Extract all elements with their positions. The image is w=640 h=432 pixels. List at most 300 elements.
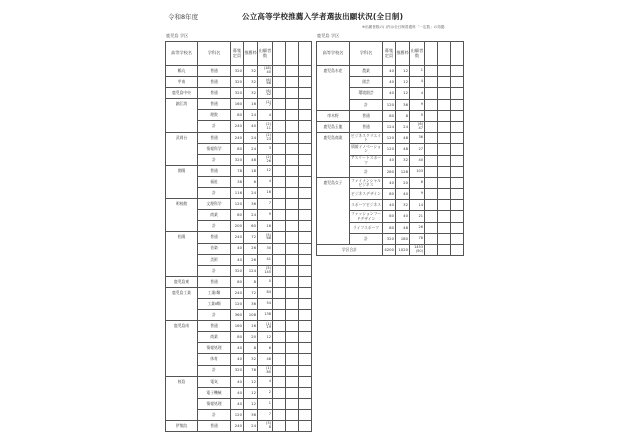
recommend-quota: 12 bbox=[396, 77, 410, 88]
applicants: (1) 19 bbox=[258, 321, 273, 332]
blank-cell bbox=[286, 343, 299, 354]
course-name: 計 bbox=[198, 188, 231, 199]
blank-cell bbox=[425, 155, 438, 166]
school-name: 鹿児島玉龍 bbox=[317, 121, 350, 132]
recommend-quota: 124 bbox=[244, 265, 258, 276]
blank-cell bbox=[286, 254, 299, 265]
table-row bbox=[166, 199, 312, 210]
blank-cell bbox=[286, 310, 299, 321]
blank-cell bbox=[299, 110, 312, 121]
col-capacity: 募集定員 bbox=[383, 42, 396, 66]
applicants: (6) 66 bbox=[258, 77, 273, 88]
course-name: 普通 bbox=[198, 99, 231, 110]
blank-cell bbox=[273, 99, 286, 110]
blank-cell bbox=[273, 66, 286, 77]
table-row bbox=[166, 376, 312, 387]
recommend-quota: 24 bbox=[244, 132, 258, 143]
blank-cell bbox=[286, 154, 299, 165]
capacity: 320 bbox=[231, 365, 244, 376]
blank-cell bbox=[273, 421, 286, 432]
capacity: 80 bbox=[383, 211, 396, 222]
recommend-quota: 18 bbox=[244, 165, 258, 176]
recommend-quota: 40 bbox=[396, 189, 410, 200]
blank-cell bbox=[286, 409, 299, 420]
blank-cell bbox=[286, 387, 299, 398]
blank-cell bbox=[438, 177, 451, 188]
blank-cell bbox=[286, 99, 299, 110]
blank-cell bbox=[273, 387, 286, 398]
course-name: 計 bbox=[350, 166, 383, 177]
capacity: 120 bbox=[231, 409, 244, 420]
blank-cell bbox=[299, 66, 312, 77]
blank-cell bbox=[451, 110, 464, 121]
course-name: 計 bbox=[198, 265, 231, 276]
applicants: 4 bbox=[410, 88, 425, 99]
blank-cell bbox=[273, 398, 286, 409]
blank-cell bbox=[299, 99, 312, 110]
table-row bbox=[166, 276, 312, 287]
blank-cell bbox=[286, 421, 299, 432]
applicants: (2) 23 bbox=[258, 132, 273, 143]
course-name: 普通 bbox=[198, 232, 231, 243]
blank-cell bbox=[273, 354, 286, 365]
course-name: 農業 bbox=[350, 66, 383, 77]
blank-cell bbox=[286, 176, 299, 187]
school-year: 令和8年度 bbox=[168, 13, 199, 21]
blank-cell bbox=[273, 310, 286, 321]
blank-cell bbox=[438, 77, 451, 88]
recommend-quota: 32 bbox=[244, 66, 258, 77]
recommend-quota: 32 bbox=[244, 354, 258, 365]
blank-cell bbox=[299, 176, 312, 187]
blank-cell bbox=[425, 177, 438, 188]
capacity: 124 bbox=[383, 121, 396, 132]
recommend-quota: 8 bbox=[244, 276, 258, 287]
applicants: 4 bbox=[258, 376, 273, 387]
blank-cell bbox=[299, 387, 312, 398]
recommend-quota: 72 bbox=[244, 232, 258, 243]
course-name: 福祉 bbox=[198, 176, 231, 187]
capacity: 40 bbox=[383, 88, 396, 99]
capacity: 40 bbox=[231, 254, 244, 265]
capacity: 120 bbox=[231, 199, 244, 210]
col-blank bbox=[299, 42, 312, 66]
recommend-quota: 16 bbox=[244, 321, 258, 332]
capacity: 40 bbox=[231, 376, 244, 387]
blank-cell bbox=[438, 155, 451, 166]
capacity: 80 bbox=[231, 110, 244, 121]
blank-cell bbox=[286, 210, 299, 221]
table-row bbox=[317, 110, 464, 121]
course-name: 普通 bbox=[198, 132, 231, 143]
applicants: (5) 145 bbox=[258, 265, 273, 276]
applicants: 1 bbox=[410, 66, 425, 77]
course-name: 普通 bbox=[198, 276, 231, 287]
blank-cell bbox=[425, 99, 438, 110]
applicants: (6) 47 bbox=[410, 121, 425, 132]
course-name: アスリートスポーツ bbox=[350, 155, 382, 165]
capacity: 80 bbox=[231, 143, 244, 154]
total-label: 学区合計 bbox=[317, 245, 383, 256]
recommend-quota: 76 bbox=[244, 365, 258, 376]
course-name: 環境園芸 bbox=[350, 88, 383, 99]
applicants: (2) 26 bbox=[258, 154, 273, 165]
school-name: 鹿児島商業 bbox=[317, 133, 350, 178]
blank-cell bbox=[273, 376, 286, 387]
recommend-quota: 72 bbox=[244, 287, 258, 298]
recommend-quota: 12 bbox=[396, 66, 410, 77]
blank-cell bbox=[286, 188, 299, 199]
applicants: 8 bbox=[410, 177, 425, 188]
capacity: 40 bbox=[383, 177, 396, 188]
blank-cell bbox=[451, 99, 464, 110]
recommend-quota: 20 bbox=[244, 332, 258, 343]
course-name: 普通 bbox=[198, 77, 231, 88]
col-capacity: 募集定員 bbox=[231, 42, 244, 66]
blank-cell bbox=[273, 132, 286, 143]
recommend-quota: 36 bbox=[396, 99, 410, 110]
school-name: 鹿児島水産 bbox=[317, 66, 350, 111]
recommend-quota: 36 bbox=[244, 409, 258, 420]
table-row bbox=[166, 232, 312, 243]
blank-cell bbox=[451, 88, 464, 99]
total-recommend: 1020 bbox=[396, 245, 410, 256]
blank-cell bbox=[438, 121, 451, 132]
blank-cell bbox=[286, 199, 299, 210]
school-name: 松陽 bbox=[166, 232, 198, 276]
blank-cell bbox=[286, 332, 299, 343]
capacity: 120 bbox=[231, 298, 244, 309]
col-blank bbox=[425, 42, 438, 66]
course-name: 園芸 bbox=[350, 77, 383, 88]
left-district-label: 鹿児島 学区 bbox=[166, 33, 189, 38]
blank-cell bbox=[273, 232, 286, 243]
blank-cell bbox=[299, 165, 312, 176]
course-name: 普通 bbox=[198, 321, 231, 332]
table-header-row bbox=[166, 42, 312, 66]
blank-cell bbox=[299, 121, 312, 132]
blank-cell bbox=[286, 276, 299, 287]
blank-cell bbox=[273, 332, 286, 343]
course-name: 情報科学 bbox=[198, 143, 231, 154]
blank-cell bbox=[273, 154, 286, 165]
applicants: 1 bbox=[258, 398, 273, 409]
blank-cell bbox=[273, 321, 286, 332]
course-name: 普通 bbox=[198, 165, 231, 176]
course-name: 普通 bbox=[198, 66, 231, 77]
applicants: 9 bbox=[410, 189, 425, 200]
school-name: 鹿児島南 bbox=[166, 321, 198, 376]
blank-cell bbox=[273, 243, 286, 254]
recommend-quota: 24 bbox=[244, 421, 258, 432]
applicants: 7 bbox=[258, 199, 273, 210]
school-name: 開陽 bbox=[166, 165, 198, 198]
course-name: 商業 bbox=[198, 332, 231, 343]
course-name: 音楽 bbox=[198, 243, 231, 254]
capacity: 80 bbox=[231, 332, 244, 343]
school-name: 甲南 bbox=[166, 77, 198, 88]
blank-cell bbox=[286, 232, 299, 243]
blank-cell bbox=[299, 376, 312, 387]
blank-cell bbox=[273, 88, 286, 99]
school-name: 錦江湾 bbox=[166, 99, 198, 132]
capacity: 240 bbox=[231, 132, 244, 143]
blank-cell bbox=[286, 398, 299, 409]
capacity: 116 bbox=[231, 188, 244, 199]
course-name: 計 bbox=[198, 365, 231, 376]
blank-cell bbox=[425, 77, 438, 88]
recommend-quota: 8 bbox=[244, 343, 258, 354]
capacity: 240 bbox=[231, 121, 244, 132]
col-school: 高等学校名 bbox=[317, 42, 350, 66]
blank-cell bbox=[451, 121, 464, 132]
col-recommend: 推薦枠 bbox=[396, 42, 410, 66]
blank-cell bbox=[273, 254, 286, 265]
blank-cell bbox=[425, 133, 438, 144]
applicants: 40 bbox=[410, 155, 425, 166]
capacity: 160 bbox=[231, 99, 244, 110]
recommend-quota: 32 bbox=[396, 200, 410, 211]
course-name: 普通 bbox=[350, 121, 383, 132]
blank-cell bbox=[286, 110, 299, 121]
course-name: 計 bbox=[198, 154, 231, 165]
applicants: 12 bbox=[258, 165, 273, 176]
col-applicants: 出願者数 bbox=[410, 42, 425, 66]
blank-cell bbox=[299, 298, 312, 309]
blank-cell bbox=[286, 365, 299, 376]
blank-cell bbox=[438, 200, 451, 211]
blank-cell bbox=[299, 409, 312, 420]
recommend-quota: 16 bbox=[244, 99, 258, 110]
recommend-quota: 32 bbox=[244, 77, 258, 88]
recommend-quota: 48 bbox=[396, 222, 410, 233]
course-name: 普通 bbox=[198, 421, 231, 432]
school-name: 鹿児島中央 bbox=[166, 88, 198, 99]
course-name: 計 bbox=[198, 221, 231, 232]
col-school: 高等学校名 bbox=[166, 42, 198, 66]
blank-cell bbox=[299, 88, 312, 99]
document-title: 公立高等学校推薦入学者選抜出願状況(全日制) bbox=[242, 12, 404, 21]
recommend-quota: 108 bbox=[244, 310, 258, 321]
blank-cell bbox=[273, 121, 286, 132]
applicants: (2) 7 bbox=[258, 99, 273, 110]
blank-cell bbox=[425, 200, 438, 211]
table-row bbox=[166, 99, 312, 110]
applicants: 103 bbox=[410, 166, 425, 177]
blank-cell bbox=[451, 222, 464, 233]
blank-cell bbox=[299, 254, 312, 265]
recommend-quota: 12 bbox=[244, 398, 258, 409]
table-row bbox=[317, 177, 464, 188]
blank-cell bbox=[425, 211, 438, 222]
capacity: 320 bbox=[231, 66, 244, 77]
capacity: 80 bbox=[383, 222, 396, 233]
table-row bbox=[166, 66, 312, 77]
recommend-quota: 20 bbox=[396, 177, 410, 188]
school-name: 鶴丸 bbox=[166, 66, 198, 77]
recommend-quota: 12 bbox=[244, 376, 258, 387]
recommend-quota: 32 bbox=[396, 155, 410, 166]
blank-cell bbox=[286, 298, 299, 309]
blank-cell bbox=[286, 165, 299, 176]
recommend-quota: 36 bbox=[244, 199, 258, 210]
capacity: 78 bbox=[231, 165, 244, 176]
table-row bbox=[166, 77, 312, 88]
blank-cell bbox=[286, 121, 299, 132]
right-application-table bbox=[316, 41, 464, 256]
blank-cell bbox=[299, 287, 312, 298]
blank-cell bbox=[286, 376, 299, 387]
capacity: 80 bbox=[231, 276, 244, 287]
blank-cell bbox=[451, 189, 464, 200]
applicants: (1) 85 bbox=[258, 365, 273, 376]
blank-cell bbox=[438, 88, 451, 99]
course-name: 計 bbox=[350, 233, 383, 244]
recommend-quota: 60 bbox=[244, 221, 258, 232]
blank-cell bbox=[425, 233, 438, 244]
capacity: 320 bbox=[231, 154, 244, 165]
capacity: 160 bbox=[231, 321, 244, 332]
course-name: 電子機械 bbox=[198, 387, 231, 398]
capacity: 120 bbox=[383, 99, 396, 110]
blank-cell bbox=[273, 298, 286, 309]
capacity: 40 bbox=[231, 387, 244, 398]
blank-cell bbox=[273, 287, 286, 298]
recommend-quota: 8 bbox=[396, 110, 410, 121]
applicants: 78 bbox=[410, 233, 425, 244]
table-row bbox=[166, 132, 312, 143]
col-blank bbox=[438, 42, 451, 66]
course-name: 計 bbox=[350, 99, 383, 110]
capacity: 40 bbox=[383, 77, 396, 88]
school-name: 明桜館 bbox=[166, 199, 198, 232]
blank-cell bbox=[299, 398, 312, 409]
blank-cell bbox=[299, 143, 312, 154]
blank-cell bbox=[438, 99, 451, 110]
recommend-quota: 24 bbox=[244, 143, 258, 154]
applicants: 84 bbox=[258, 287, 273, 298]
blank-cell bbox=[438, 110, 451, 121]
applicants: 48 bbox=[258, 354, 273, 365]
blank-cell bbox=[299, 421, 312, 432]
recommend-quota: 48 bbox=[396, 144, 410, 155]
applicants: (2) 11 bbox=[258, 121, 273, 132]
blank-cell bbox=[299, 77, 312, 88]
blank-cell bbox=[273, 199, 286, 210]
blank-cell bbox=[286, 354, 299, 365]
blank-cell bbox=[451, 200, 464, 211]
course-name: 工業Ⅱ類 bbox=[198, 298, 231, 309]
applicants: (6) 42 bbox=[258, 88, 273, 99]
blank-cell bbox=[438, 66, 451, 77]
applicants: 2 bbox=[258, 387, 273, 398]
capacity: 320 bbox=[231, 265, 244, 276]
applicants: 41 bbox=[258, 254, 273, 265]
blank-cell bbox=[451, 211, 464, 222]
blank-cell bbox=[299, 332, 312, 343]
recommend-quota: 12 bbox=[396, 88, 410, 99]
capacity: 40 bbox=[231, 343, 244, 354]
capacity: 280 bbox=[383, 166, 396, 177]
right-district-label: 鹿児島 学区 bbox=[317, 33, 340, 38]
capacity: 240 bbox=[231, 421, 244, 432]
left-application-table bbox=[165, 41, 312, 432]
blank-cell bbox=[286, 66, 299, 77]
capacity: 40 bbox=[383, 155, 396, 166]
blank-cell bbox=[286, 77, 299, 88]
blank-cell bbox=[273, 110, 286, 121]
blank-cell bbox=[299, 132, 312, 143]
applicants: (3) 8 bbox=[258, 421, 273, 432]
course-name: スポーツビジネス bbox=[350, 200, 383, 211]
course-name: 情報処理 bbox=[198, 343, 231, 354]
blank-cell bbox=[273, 188, 286, 199]
course-name: ビジネスクリエイト bbox=[350, 133, 382, 143]
recommend-quota: 40 bbox=[244, 121, 258, 132]
blank-cell bbox=[438, 245, 451, 256]
applicants: 12 bbox=[258, 332, 273, 343]
blank-cell bbox=[451, 155, 464, 166]
blank-cell bbox=[273, 210, 286, 221]
applicants: 30 bbox=[258, 243, 273, 254]
recommend-quota: 26 bbox=[244, 254, 258, 265]
blank-cell bbox=[286, 321, 299, 332]
blank-cell bbox=[299, 365, 312, 376]
course-name: 文理科学 bbox=[198, 199, 231, 210]
col-recommend: 推薦枠 bbox=[244, 42, 258, 66]
blank-cell bbox=[299, 310, 312, 321]
capacity: 40 bbox=[231, 354, 244, 365]
school-name: 鹿児島女子 bbox=[317, 177, 350, 244]
blank-cell bbox=[273, 276, 286, 287]
capacity: 120 bbox=[383, 133, 396, 144]
course-name: 計 bbox=[198, 310, 231, 321]
course-name: 商業 bbox=[198, 210, 231, 221]
blank-cell bbox=[273, 409, 286, 420]
capacity: 200 bbox=[231, 221, 244, 232]
applicants: 7 bbox=[258, 409, 273, 420]
recommend-quota: 24 bbox=[396, 121, 410, 132]
blank-cell bbox=[299, 321, 312, 332]
capacity: 80 bbox=[383, 110, 396, 121]
course-name: ファッションフードデザイン bbox=[350, 211, 382, 221]
blank-cell bbox=[425, 88, 438, 99]
blank-cell bbox=[299, 210, 312, 221]
applicants: 9 bbox=[258, 210, 273, 221]
school-name: 串木野 bbox=[317, 110, 350, 121]
blank-cell bbox=[438, 211, 451, 222]
recommend-quota: 48 bbox=[396, 133, 410, 144]
blank-cell bbox=[273, 176, 286, 187]
recommend-quota: 36 bbox=[244, 298, 258, 309]
applicants: 21 bbox=[410, 211, 425, 222]
blank-cell bbox=[273, 265, 286, 276]
blank-cell bbox=[299, 232, 312, 243]
blank-cell bbox=[438, 144, 451, 155]
applicants: 27 bbox=[410, 144, 425, 155]
blank-cell bbox=[438, 166, 451, 177]
applicants: 16 bbox=[258, 221, 273, 232]
blank-cell bbox=[425, 166, 438, 177]
recommend-quota: 6 bbox=[244, 176, 258, 187]
applicants: 26 bbox=[410, 222, 425, 233]
total-applicants: 1453 (50) bbox=[410, 245, 425, 256]
capacity: 240 bbox=[231, 287, 244, 298]
school-name: 鹿児島東 bbox=[166, 276, 198, 287]
table-row bbox=[317, 121, 464, 132]
recommend-quota: 48 bbox=[244, 154, 258, 165]
applicants: (18) 40 bbox=[258, 66, 273, 77]
